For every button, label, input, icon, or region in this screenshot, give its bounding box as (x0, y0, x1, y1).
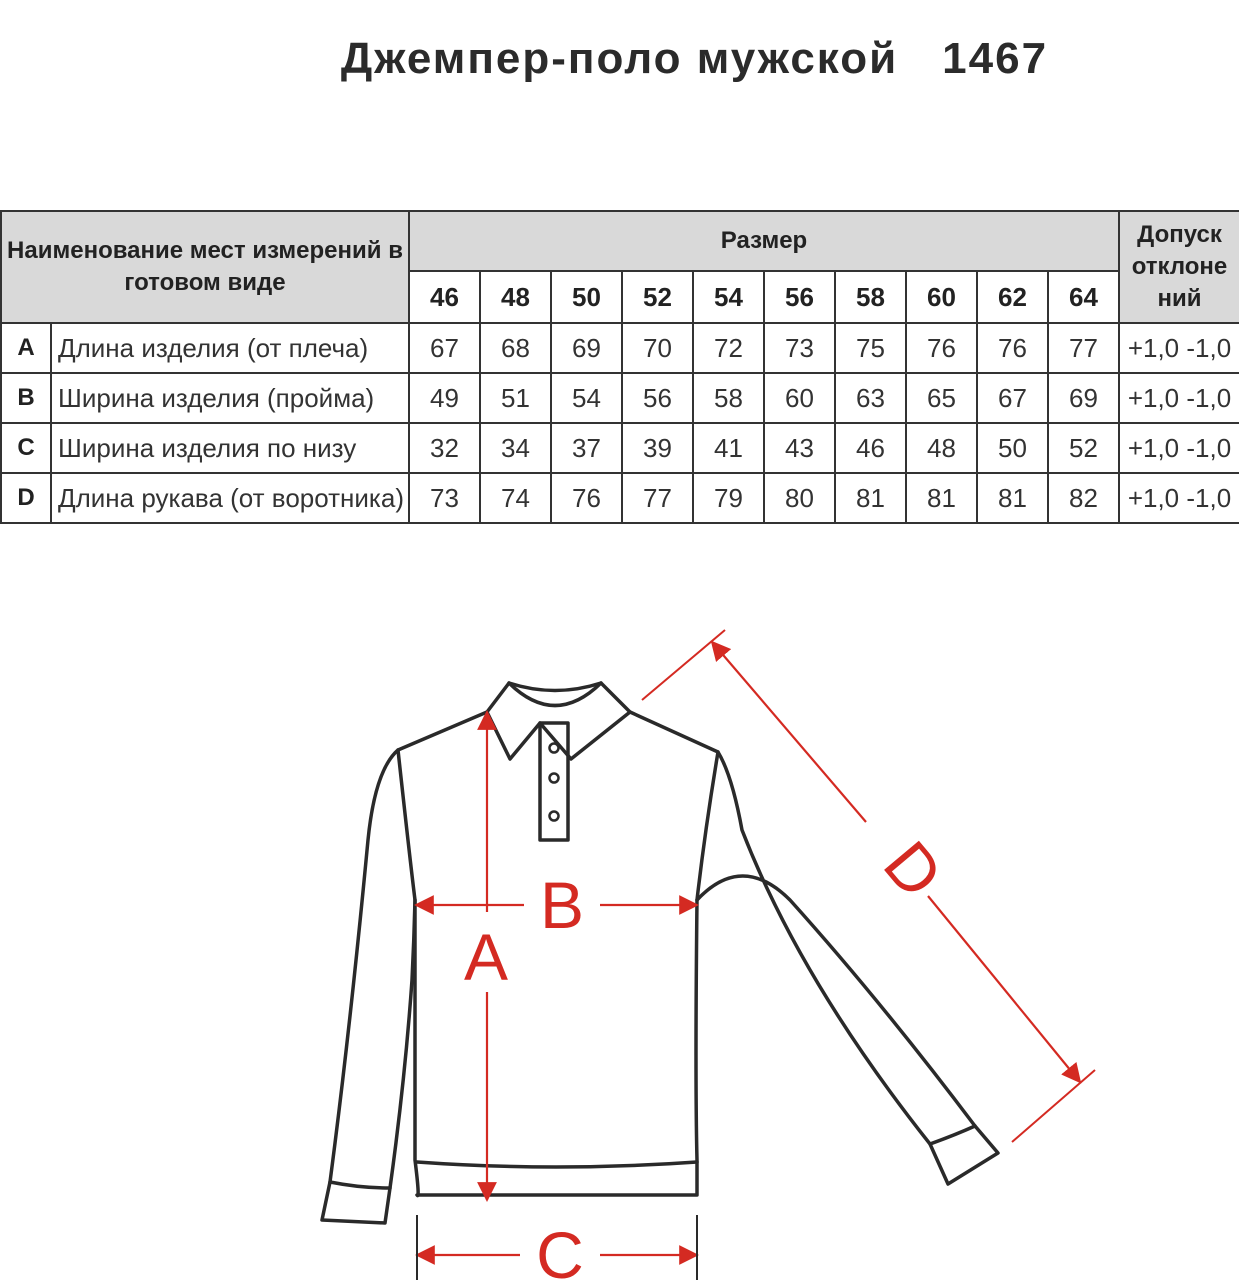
right-cuff (930, 1126, 975, 1144)
size-50: 50 (551, 271, 622, 323)
row-letter: B (1, 373, 51, 423)
row-letter: A (1, 323, 51, 373)
value-cell: 76 (977, 323, 1048, 373)
value-cell: 37 (551, 423, 622, 473)
value-cell: 81 (977, 473, 1048, 523)
table-row (1, 323, 1239, 373)
value-cell: 67 (409, 323, 480, 373)
row-name: Длина изделия (от плеча) (51, 323, 409, 373)
hem-band (417, 1162, 697, 1167)
table-row (1, 423, 1239, 473)
row-name: Ширина изделия по низу (51, 423, 409, 473)
value-cell: 72 (693, 323, 764, 373)
size-52: 52 (622, 271, 693, 323)
value-cell: 56 (622, 373, 693, 423)
product-name: Джемпер-поло мужской (340, 34, 899, 83)
value-cell: 32 (409, 423, 480, 473)
value-cell: 69 (1048, 373, 1119, 423)
label-c: C (536, 1218, 584, 1280)
value-cell: 69 (551, 323, 622, 373)
value-cell: 58 (693, 373, 764, 423)
value-cell: 76 (906, 323, 977, 373)
row-name: Ширина изделия (пройма) (51, 373, 409, 423)
button-icon (550, 812, 559, 821)
size-62: 62 (977, 271, 1048, 323)
tolerance-cell: +1,0 -1,0 (1119, 373, 1239, 423)
value-cell: 41 (693, 423, 764, 473)
sweater-outline (322, 683, 998, 1223)
value-cell: 73 (409, 473, 480, 523)
size-48: 48 (480, 271, 551, 323)
size-table (0, 210, 1239, 524)
value-cell: 63 (835, 373, 906, 423)
left-cuff (330, 1182, 390, 1188)
dimension-line-d-bottom (928, 896, 1080, 1082)
tolerance-cell: +1,0 -1,0 (1119, 473, 1239, 523)
value-cell: 79 (693, 473, 764, 523)
value-cell: 75 (835, 323, 906, 373)
value-cell: 68 (480, 323, 551, 373)
left-sleeve (322, 750, 415, 1223)
size-60: 60 (906, 271, 977, 323)
extension-line-d-bottom (1012, 1070, 1095, 1142)
label-b: B (539, 868, 585, 942)
value-cell: 80 (764, 473, 835, 523)
size-54: 54 (693, 271, 764, 323)
value-cell: 60 (764, 373, 835, 423)
value-cell: 73 (764, 323, 835, 373)
value-cell: 54 (551, 373, 622, 423)
value-cell: 43 (764, 423, 835, 473)
garment-diagram (0, 560, 1239, 1280)
table-row (1, 373, 1239, 423)
value-cell: 74 (480, 473, 551, 523)
size-58: 58 (835, 271, 906, 323)
value-cell: 52 (1048, 423, 1119, 473)
value-cell: 81 (906, 473, 977, 523)
product-code: 1467 (942, 34, 1049, 83)
measure-header: Наименование мест измерений в готовом виде (1, 211, 409, 323)
value-cell: 77 (1048, 323, 1119, 373)
row-letter: C (1, 423, 51, 473)
right-sleeve (697, 752, 998, 1184)
sweater-body (398, 712, 718, 1196)
value-cell: 77 (622, 473, 693, 523)
page-title (0, 34, 1239, 84)
value-cell: 48 (906, 423, 977, 473)
tolerance-header: Допуск отклоне ний (1119, 211, 1239, 323)
row-name: Длина рукава (от воротника) (51, 473, 409, 523)
size-56: 56 (764, 271, 835, 323)
tolerance-cell: +1,0 -1,0 (1119, 323, 1239, 373)
value-cell: 81 (835, 473, 906, 523)
value-cell: 70 (622, 323, 693, 373)
value-cell: 39 (622, 423, 693, 473)
size-header: Размер (409, 211, 1119, 271)
placket-buttons (550, 744, 559, 821)
button-icon (550, 774, 559, 783)
tolerance-cell: +1,0 -1,0 (1119, 423, 1239, 473)
value-cell: 67 (977, 373, 1048, 423)
label-a: A (463, 920, 509, 994)
label-d: D (869, 827, 958, 912)
value-cell: 51 (480, 373, 551, 423)
value-cell: 46 (835, 423, 906, 473)
size-46: 46 (409, 271, 480, 323)
table-row (1, 473, 1239, 523)
value-cell: 82 (1048, 473, 1119, 523)
value-cell: 34 (480, 423, 551, 473)
size-64: 64 (1048, 271, 1119, 323)
row-letter: D (1, 473, 51, 523)
value-cell: 50 (977, 423, 1048, 473)
button-icon (550, 744, 559, 753)
extension-line-d-top (642, 630, 725, 700)
value-cell: 49 (409, 373, 480, 423)
value-cell: 76 (551, 473, 622, 523)
value-cell: 65 (906, 373, 977, 423)
